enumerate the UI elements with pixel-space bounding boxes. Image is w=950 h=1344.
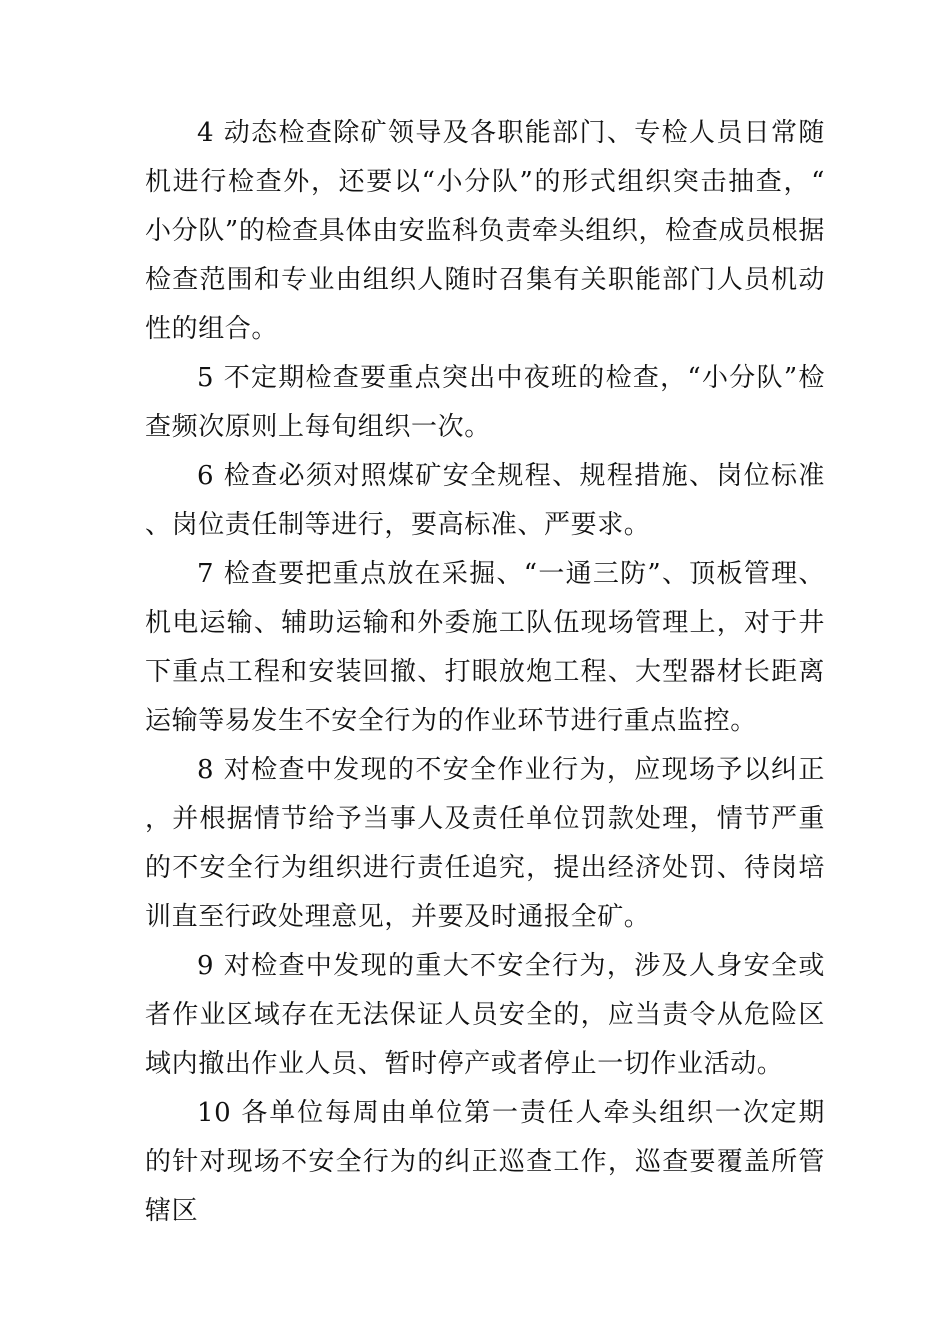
paragraph-text: 检查必须对照煤矿安全规程、规程措施、岗位标准、岗位责任制等进行，要高标准、严要求。 xyxy=(145,461,826,540)
paragraph-number: 8 xyxy=(197,755,215,785)
paragraph-text: 检查要把重点放在采掘、“一通三防”、顶板管理、机电运输、辅助运输和外委施工队伍现场管理上，对于井下重点工程和安装回撤、打眼放炮工程、大型器材长距离运输等易发生不安全行为的作业环节进行重点监控。 xyxy=(145,559,825,736)
paragraph-10 xyxy=(145,1089,825,1236)
paragraph-text: 动态检查除矿领导及各职能部门、专检人员日常随机进行检查外，还要以“小分队”的形式组织突击抽查，“小分队”的检查具体由安监科负责牵头组织，检查成员根据检查范围和专业由组织人随时召集有关职能部门人员机动性的组合。 xyxy=(145,118,826,344)
paragraph-number: 10 xyxy=(197,1098,232,1128)
document-body xyxy=(145,109,825,1236)
paragraph-6 xyxy=(145,452,825,550)
paragraph-5 xyxy=(145,354,825,452)
paragraph-text: 对检查中发现的不安全作业行为，应现场予以纠正，并根据情节给予当事人及责任单位罚款处理，情节严重的不安全行为组织进行责任追究，提出经济处罚、待岗培训直至行政处理意见，并要及时通报全矿。 xyxy=(145,755,826,932)
paragraph-8 xyxy=(145,746,825,942)
paragraph-number: 4 xyxy=(197,118,215,148)
paragraph-number: 9 xyxy=(197,951,215,981)
paragraph-7 xyxy=(145,550,825,746)
paragraph-number: 5 xyxy=(197,363,215,393)
paragraph-number: 7 xyxy=(197,559,215,589)
paragraph-4 xyxy=(145,109,825,354)
paragraph-9 xyxy=(145,942,825,1089)
paragraph-text: 对检查中发现的重大不安全行为，涉及人身安全或者作业区域存在无法保证人员安全的，应当责令从危险区域内撤出作业人员、暂时停产或者停止一切作业活动。 xyxy=(145,951,826,1079)
paragraph-text: 各单位每周由单位第一责任人牵头组织一次定期的针对现场不安全行为的纠正巡查工作，巡查要覆盖所管辖区 xyxy=(145,1098,825,1226)
paragraph-text: 不定期检查要重点突出中夜班的检查，“小分队”检查频次原则上每旬组织一次。 xyxy=(145,363,825,442)
paragraph-number: 6 xyxy=(197,461,215,491)
